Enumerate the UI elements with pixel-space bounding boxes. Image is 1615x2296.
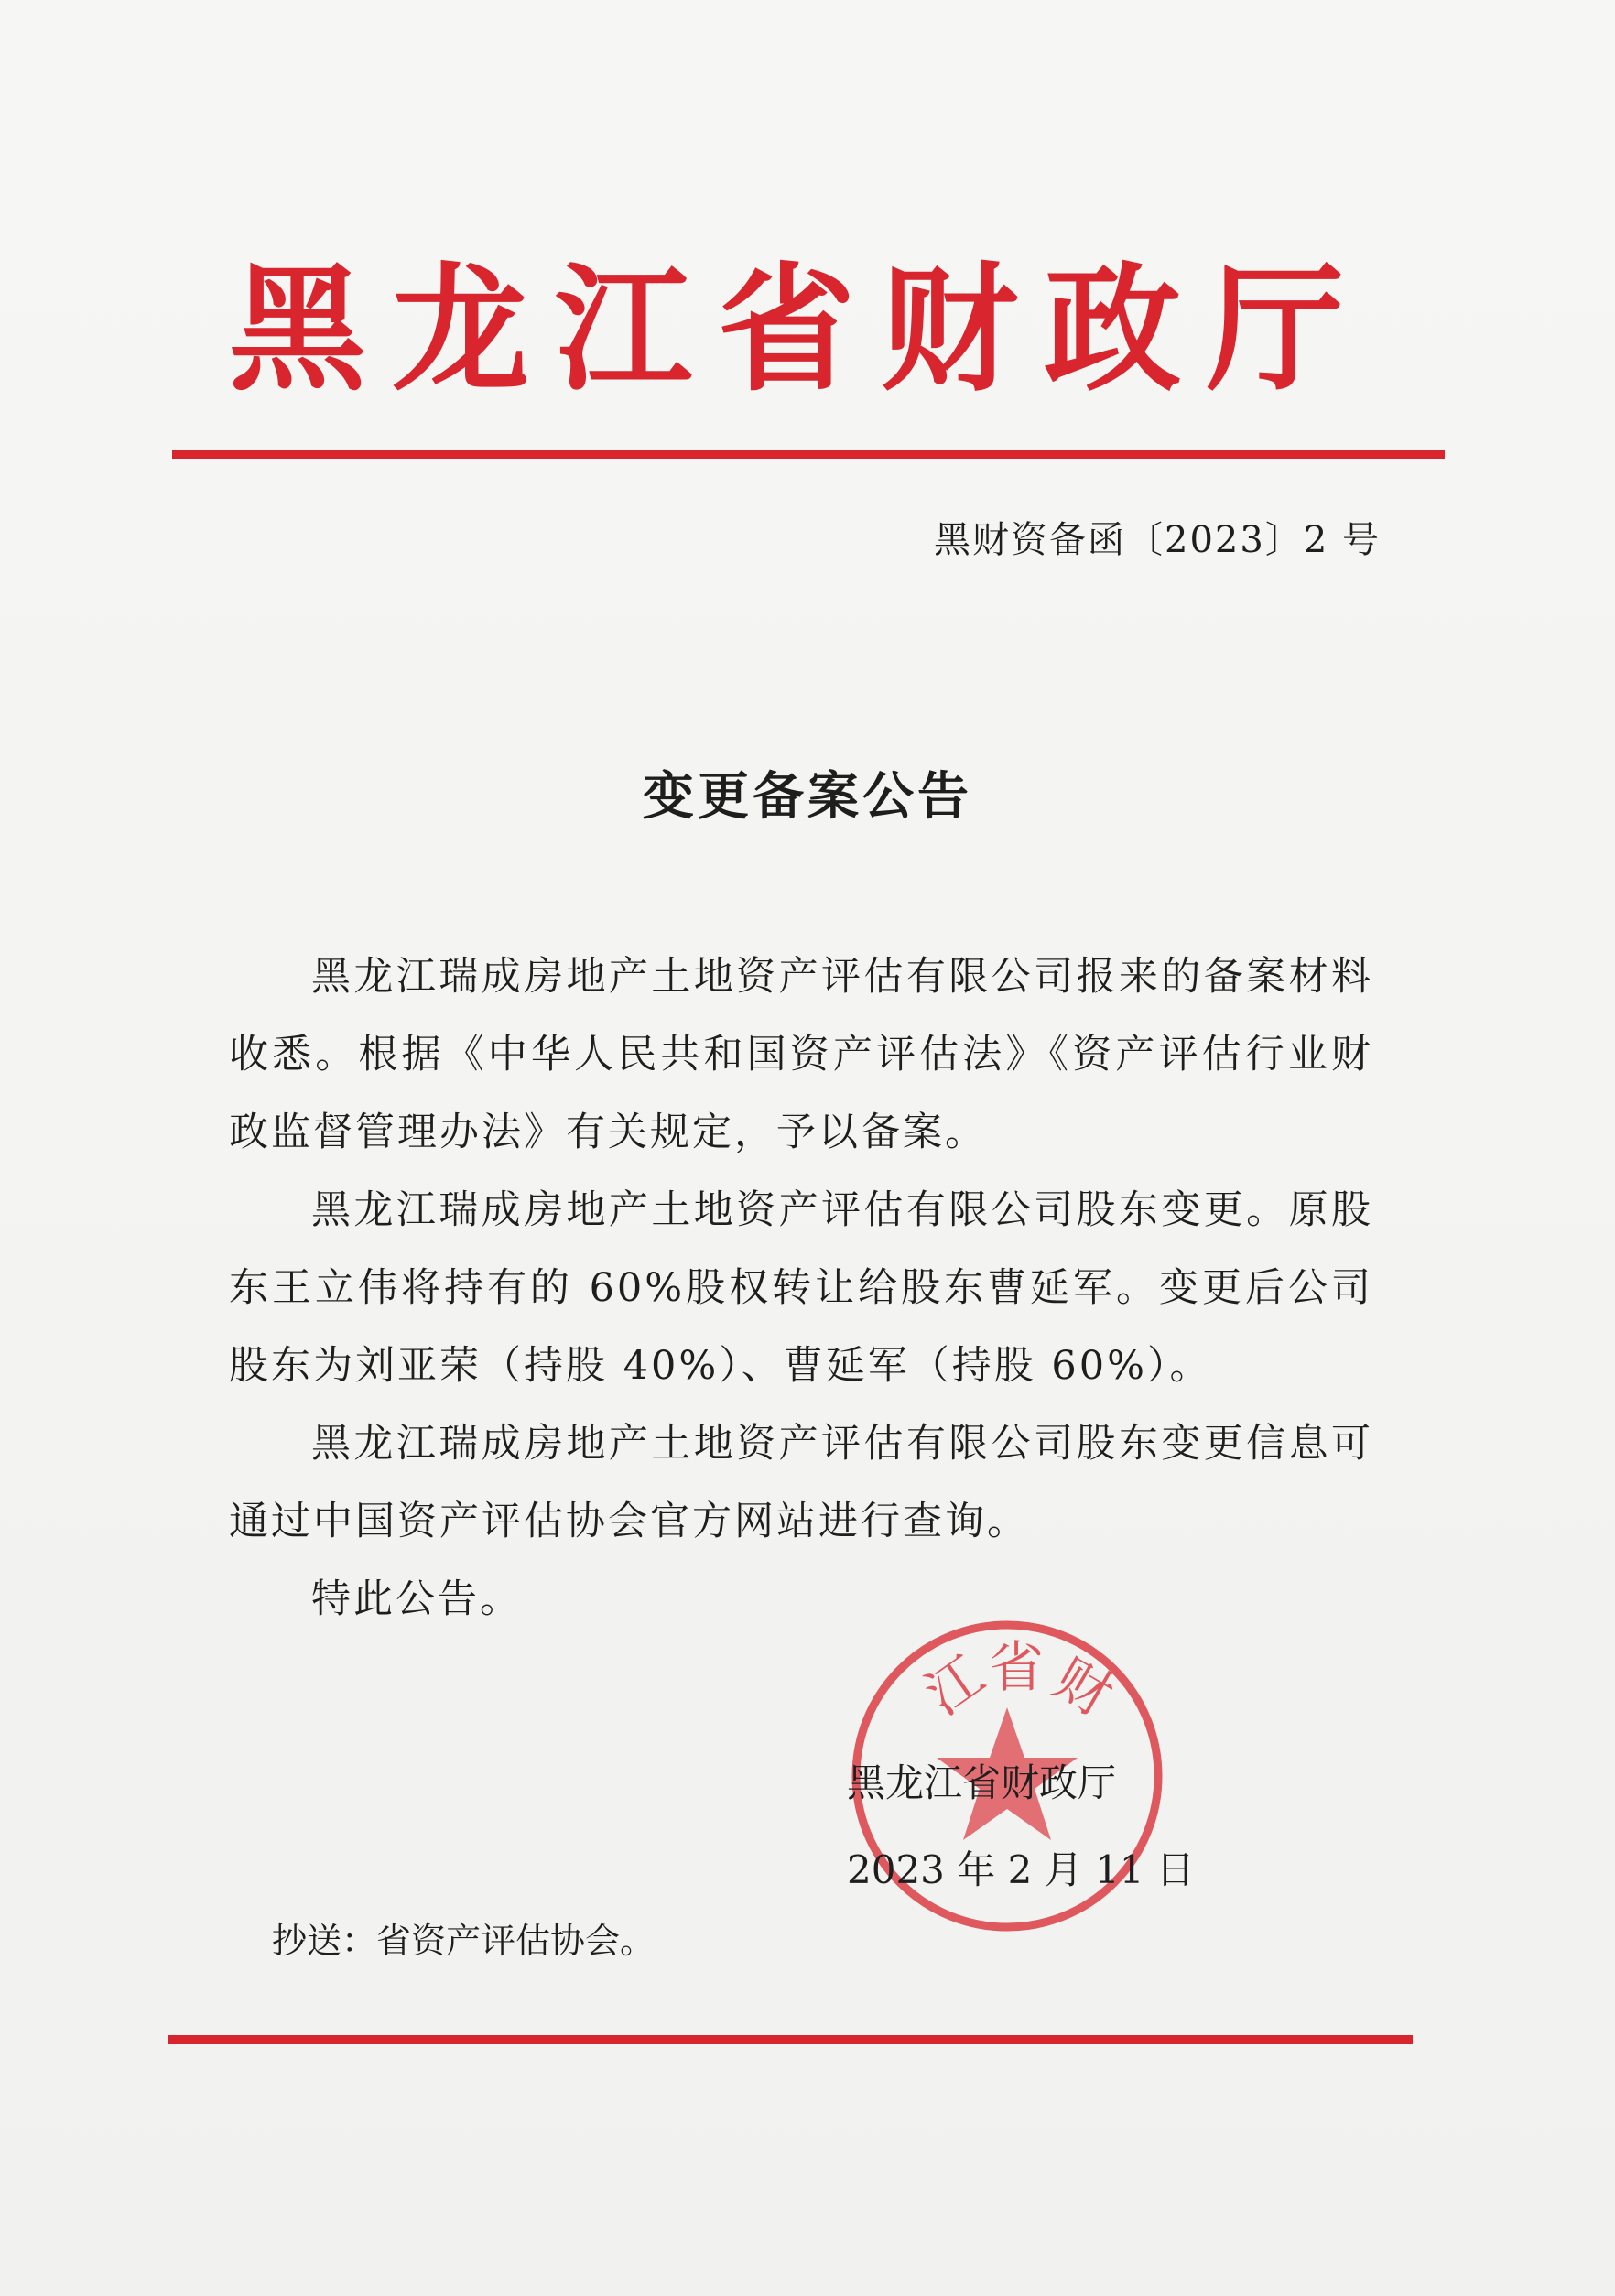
issuer-letterhead: 黑龙江省财政厅 (229, 249, 1371, 410)
paragraph-shareholder-change: 黑龙江瑞成房地产土地资产评估有限公司股东变更。原股东王立伟将持有的 60%股权转让给股东曹延军。变更后公司股东为刘亚荣（持股 40%）、曹延军（持股 60%）。 (229, 1187, 1373, 1389)
document-number: 黑财资备函〔2023〕2 号 (934, 519, 1381, 561)
paragraph-filing-receipt: 黑龙江瑞成房地产土地资产评估有限公司报来的备案材料收悉。根据《中华人民共和国资产评估法》《资产评估行业财政监督管理办法》有关规定，予以备案。 (229, 954, 1373, 1155)
paragraph-closing: 特此公告。 (311, 1576, 522, 1622)
seal-char-1: 江 (914, 1643, 996, 1728)
paragraph-inquiry: 黑龙江瑞成房地产土地资产评估有限公司股东变更信息可通过中国资产评估协会官方网站进行查询。 (229, 1421, 1373, 1544)
signing-organization: 黑龙江省财政厅 (847, 1760, 1117, 1805)
notice-title: 变更备案公告 (643, 766, 972, 827)
notice-body (229, 938, 1373, 1639)
letterhead-red-rule (172, 450, 1445, 459)
seal-char-2: 省 (989, 1636, 1044, 1700)
cc-recipients: 抄送：省资产评估协会。 (272, 1921, 656, 1961)
signing-date: 2023 年 2 月 11 日 (847, 1847, 1195, 1892)
signature-block (847, 1739, 1286, 1913)
seal-char-3: 财 (1043, 1646, 1123, 1729)
footer-red-rule (168, 2035, 1413, 2044)
